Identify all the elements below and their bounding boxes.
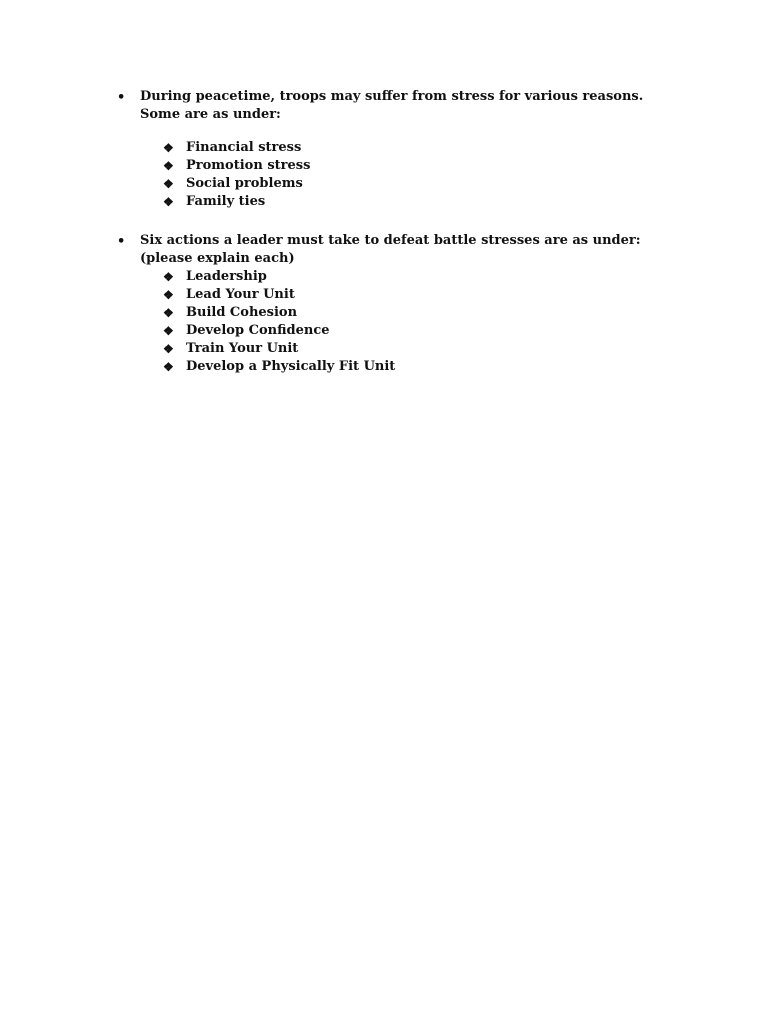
bullet-paragraph	[117, 88, 677, 124]
list-item	[163, 139, 677, 157]
diamond-bullet-icon: ❖	[163, 177, 174, 191]
diamond-bullet-icon: ❖	[163, 141, 174, 155]
list-item	[163, 157, 677, 175]
list-item-label: Develop a Physically Fit Unit	[186, 359, 396, 374]
diamond-bullet-icon: ❖	[163, 270, 174, 284]
list-item	[163, 358, 677, 376]
list-item	[163, 340, 677, 358]
list-item	[163, 175, 677, 193]
list-item-label: Financial stress	[186, 140, 302, 155]
list-item-label: Lead Your Unit	[186, 287, 295, 302]
list-item-label: Build Cohesion	[186, 305, 298, 320]
list-item	[163, 322, 677, 340]
section-peacetime-stress	[117, 88, 677, 211]
diamond-bullet-icon: ❖	[163, 159, 174, 173]
diamond-bullet-icon: ❖	[163, 342, 174, 356]
sub-list	[117, 268, 677, 376]
list-item	[163, 193, 677, 211]
diamond-bullet-icon: ❖	[163, 288, 174, 302]
diamond-bullet-icon: ❖	[163, 360, 174, 374]
diamond-bullet-icon: ❖	[163, 195, 174, 209]
list-item-label: Leadership	[186, 269, 267, 284]
list-item-label: Promotion stress	[186, 158, 311, 173]
list-item	[163, 268, 677, 286]
list-item	[163, 304, 677, 322]
list-item-label: Train Your Unit	[186, 341, 299, 356]
sub-list	[117, 139, 677, 211]
bullet-dot-icon: •	[117, 234, 126, 249]
section-battle-stress-actions	[117, 232, 677, 376]
diamond-bullet-icon: ❖	[163, 306, 174, 320]
list-item-label: Develop Confidence	[186, 323, 330, 338]
list-item	[163, 286, 677, 304]
diamond-bullet-icon: ❖	[163, 324, 174, 338]
paragraph-text: During peacetime, troops may suffer from stress for various reasons. Some are as under:	[140, 89, 657, 122]
bullet-paragraph	[117, 232, 677, 268]
list-item-label: Family ties	[186, 194, 266, 209]
bullet-dot-icon: •	[117, 90, 126, 105]
list-item-label: Social problems	[186, 176, 303, 191]
paragraph-text: Six actions a leader must take to defeat battle stresses are as under: (please explain each)	[140, 233, 646, 266]
